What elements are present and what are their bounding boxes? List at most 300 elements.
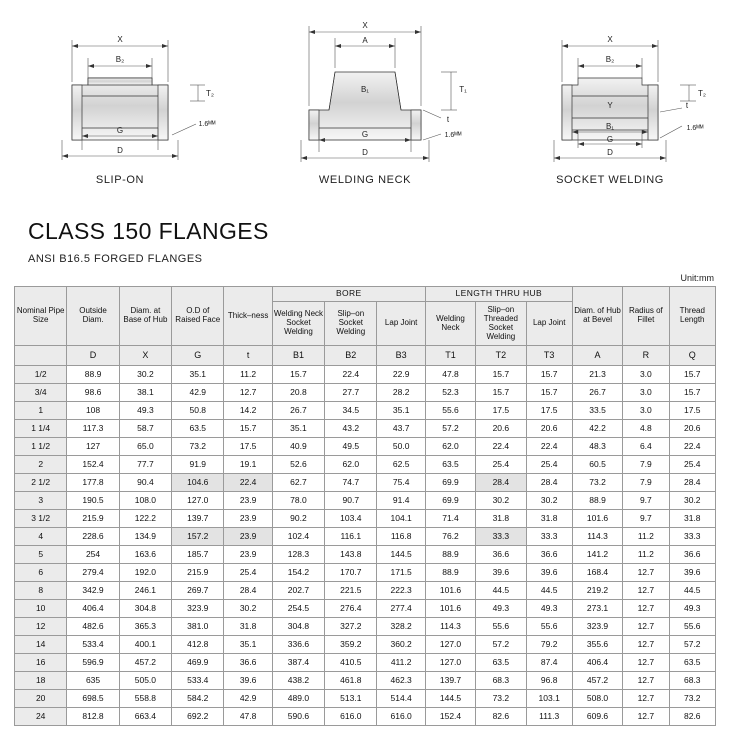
table-cell: 276.4 <box>325 600 377 618</box>
table-cell: 33.3 <box>476 528 526 546</box>
table-cell: 90.2 <box>272 510 324 528</box>
table-cell: 44.5 <box>526 582 572 600</box>
cell-nominal-pipe-size: 4 <box>15 528 67 546</box>
group-header-bore: BORE <box>272 287 425 302</box>
table-cell: 98.6 <box>67 384 119 402</box>
table-cell: 78.0 <box>272 492 324 510</box>
table-cell: 88.9 <box>67 366 119 384</box>
symbol-a: A <box>572 346 622 366</box>
dim-label-t1: T₁ <box>459 85 467 94</box>
table-cell: 277.4 <box>377 600 425 618</box>
table-cell: 9.7 <box>623 492 669 510</box>
table-cell: 15.7 <box>526 384 572 402</box>
table-cell: 122.2 <box>119 510 171 528</box>
table-cell: 88.9 <box>572 492 622 510</box>
group-header-length-thru-hub: LENGTH THRU HUB <box>425 287 572 302</box>
table-cell: 11.2 <box>623 528 669 546</box>
table-cell: 812.8 <box>67 708 119 726</box>
dim-label-d: D <box>607 148 613 157</box>
diagram-socket-welding <box>490 0 730 200</box>
table-cell: 12.7 <box>623 672 669 690</box>
table-cell: 28.4 <box>526 474 572 492</box>
table-row <box>15 600 716 618</box>
table-cell: 590.6 <box>272 708 324 726</box>
table-cell: 387.4 <box>272 654 324 672</box>
table-cell: 3.0 <box>623 384 669 402</box>
table-cell: 25.4 <box>224 564 272 582</box>
symbol-blank <box>15 346 67 366</box>
table-cell: 28.2 <box>377 384 425 402</box>
table-cell: 7.9 <box>623 474 669 492</box>
table-cell: 20.6 <box>476 420 526 438</box>
table-cell: 40.9 <box>272 438 324 456</box>
table-cell: 63.5 <box>669 654 715 672</box>
table-cell: 12.7 <box>623 636 669 654</box>
table-cell: 62.0 <box>325 456 377 474</box>
table-cell: 22.4 <box>224 474 272 492</box>
table-cell: 55.6 <box>425 402 475 420</box>
table-cell: 482.6 <box>67 618 119 636</box>
table-cell: 35.1 <box>172 366 224 384</box>
table-cell: 14.2 <box>224 402 272 420</box>
table-cell: 202.7 <box>272 582 324 600</box>
symbol-g: G <box>172 346 224 366</box>
table-cell: 15.7 <box>224 420 272 438</box>
table-cell: 15.7 <box>669 384 715 402</box>
table-cell: 30.2 <box>119 366 171 384</box>
table-cell: 412.8 <box>172 636 224 654</box>
dim-label-x: X <box>117 35 123 44</box>
symbol-t2: T2 <box>476 346 526 366</box>
table-cell: 152.4 <box>425 708 475 726</box>
table-row <box>15 510 716 528</box>
table-cell: 87.4 <box>526 654 572 672</box>
table-cell: 23.9 <box>224 492 272 510</box>
dim-label-a: A <box>362 36 368 45</box>
dim-label-b1: B₁ <box>360 85 370 94</box>
table-cell: 141.2 <box>572 546 622 564</box>
table-cell: 17.5 <box>526 402 572 420</box>
table-cell: 117.3 <box>67 420 119 438</box>
table-cell: 469.9 <box>172 654 224 672</box>
table-cell: 22.4 <box>476 438 526 456</box>
table-cell: 381.0 <box>172 618 224 636</box>
table-cell: 90.7 <box>325 492 377 510</box>
dim-label-d: D <box>117 146 123 155</box>
table-cell: 31.8 <box>669 510 715 528</box>
table-cell: 114.3 <box>425 618 475 636</box>
table-cell: 33.3 <box>669 528 715 546</box>
table-cell: 30.2 <box>224 600 272 618</box>
title-block <box>0 200 730 265</box>
table-cell: 359.2 <box>325 636 377 654</box>
symbol-x: X <box>119 346 171 366</box>
table-cell: 12.7 <box>224 384 272 402</box>
table-cell: 6.4 <box>623 438 669 456</box>
col-header-thickness: Thick–ness <box>224 287 272 346</box>
table-row <box>15 546 716 564</box>
table-cell: 39.6 <box>476 564 526 582</box>
table-cell: 222.3 <box>377 582 425 600</box>
dim-label-b2: B₂ <box>115 55 125 64</box>
table-cell: 43.2 <box>325 420 377 438</box>
cell-nominal-pipe-size: 1 1/4 <box>15 420 67 438</box>
table-cell: 457.2 <box>119 654 171 672</box>
table-cell: 365.3 <box>119 618 171 636</box>
table-cell: 514.4 <box>377 690 425 708</box>
table-row <box>15 708 716 726</box>
table-cell: 68.3 <box>476 672 526 690</box>
dim-label-t: t <box>685 101 689 110</box>
table-cell: 154.2 <box>272 564 324 582</box>
table-cell: 69.9 <box>425 492 475 510</box>
table-cell: 12.7 <box>623 708 669 726</box>
cell-nominal-pipe-size: 14 <box>15 636 67 654</box>
table-cell: 23.9 <box>224 510 272 528</box>
table-cell: 31.8 <box>476 510 526 528</box>
table-cell: 52.3 <box>425 384 475 402</box>
flange-table-wrap <box>0 286 730 726</box>
diagram-slip-on <box>0 0 240 200</box>
dim-label-y: Y <box>607 101 613 110</box>
cell-nominal-pipe-size: 3/4 <box>15 384 67 402</box>
cell-nominal-pipe-size: 16 <box>15 654 67 672</box>
table-cell: 461.8 <box>325 672 377 690</box>
table-cell: 12.7 <box>623 582 669 600</box>
table-cell: 127.0 <box>425 636 475 654</box>
table-cell: 127.0 <box>172 492 224 510</box>
table-cell: 25.4 <box>669 456 715 474</box>
cell-nominal-pipe-size: 18 <box>15 672 67 690</box>
table-row <box>15 402 716 420</box>
table-cell: 38.1 <box>119 384 171 402</box>
symbol-r: R <box>623 346 669 366</box>
table-row <box>15 654 716 672</box>
table-cell: 163.6 <box>119 546 171 564</box>
table-cell: 336.6 <box>272 636 324 654</box>
table-cell: 558.8 <box>119 690 171 708</box>
diagram-caption-slip-on: SLIP-ON <box>95 174 145 186</box>
table-cell: 35.1 <box>272 420 324 438</box>
table-cell: 457.2 <box>572 672 622 690</box>
table-cell: 144.5 <box>377 546 425 564</box>
table-cell: 192.0 <box>119 564 171 582</box>
table-cell: 406.4 <box>67 600 119 618</box>
table-cell: 73.2 <box>669 690 715 708</box>
table-cell: 698.5 <box>67 690 119 708</box>
table-row <box>15 366 716 384</box>
table-cell: 36.6 <box>224 654 272 672</box>
table-cell: 139.7 <box>172 510 224 528</box>
table-cell: 304.8 <box>119 600 171 618</box>
table-cell: 12.7 <box>623 618 669 636</box>
table-cell: 127.0 <box>425 654 475 672</box>
table-cell: 7.9 <box>623 456 669 474</box>
table-cell: 533.4 <box>67 636 119 654</box>
symbol-b3: B3 <box>377 346 425 366</box>
col-header-hub-lap-joint: Lap Joint <box>526 302 572 346</box>
table-cell: 34.5 <box>325 402 377 420</box>
table-cell: 513.1 <box>325 690 377 708</box>
symbol-q: Q <box>669 346 715 366</box>
col-header-radius-fillet: Radius of Fillet <box>623 287 669 346</box>
cell-nominal-pipe-size: 2 1/2 <box>15 474 67 492</box>
flange-dimension-table <box>14 286 716 726</box>
table-cell: 68.3 <box>669 672 715 690</box>
table-cell: 33.5 <box>572 402 622 420</box>
table-cell: 609.6 <box>572 708 622 726</box>
table-cell: 12.7 <box>623 690 669 708</box>
table-cell: 215.9 <box>67 510 119 528</box>
table-cell: 411.2 <box>377 654 425 672</box>
cell-nominal-pipe-size: 3 1/2 <box>15 510 67 528</box>
dim-label-g: G <box>606 135 614 144</box>
table-cell: 355.6 <box>572 636 622 654</box>
table-cell: 62.0 <box>425 438 475 456</box>
table-cell: 101.6 <box>425 582 475 600</box>
table-cell: 128.3 <box>272 546 324 564</box>
dim-label-b1: B₁ <box>605 122 615 131</box>
col-header-diam-base-hub: Diam. at Base of Hub <box>119 287 171 346</box>
symbol-t3: T3 <box>526 346 572 366</box>
table-cell: 48.3 <box>572 438 622 456</box>
table-symbol-row <box>15 346 716 366</box>
table-cell: 9.7 <box>623 510 669 528</box>
dim-label-g: G <box>116 126 124 135</box>
table-cell: 20.6 <box>669 420 715 438</box>
dim-label-d: D <box>362 148 368 157</box>
table-cell: 114.3 <box>572 528 622 546</box>
table-cell: 30.2 <box>669 492 715 510</box>
cell-nominal-pipe-size: 6 <box>15 564 67 582</box>
flange-diagrams <box>0 0 730 200</box>
dim-label-fillet: 1.6ᴹᴹ <box>686 125 704 132</box>
table-cell: 616.0 <box>325 708 377 726</box>
page-title: CLASS 150 FLANGES <box>28 218 269 244</box>
table-cell: 143.8 <box>325 546 377 564</box>
table-cell: 58.7 <box>119 420 171 438</box>
table-cell: 65.0 <box>119 438 171 456</box>
table-cell: 69.9 <box>425 474 475 492</box>
table-cell: 15.7 <box>476 384 526 402</box>
col-header-hub-slip-on-threaded-socket: Slip–on Threaded Socket Welding <box>476 302 526 346</box>
table-cell: 36.6 <box>669 546 715 564</box>
table-cell: 102.4 <box>272 528 324 546</box>
table-cell: 23.9 <box>224 528 272 546</box>
diagram-caption-welding-neck: WELDING NECK <box>318 174 412 186</box>
dim-label-x: X <box>607 35 613 44</box>
dim-label-t2: T₂ <box>206 89 214 98</box>
table-cell: 134.9 <box>119 528 171 546</box>
col-header-nominal-pipe-size: Nominal Pipe Size <box>15 287 67 346</box>
table-row <box>15 492 716 510</box>
table-cell: 22.4 <box>325 366 377 384</box>
table-cell: 127 <box>67 438 119 456</box>
table-cell: 171.5 <box>377 564 425 582</box>
table-cell: 22.4 <box>669 438 715 456</box>
col-header-bore-lap-joint: Lap Joint <box>377 302 425 346</box>
dim-label-t2: T₂ <box>698 89 706 98</box>
table-cell: 25.4 <box>476 456 526 474</box>
table-cell: 12.7 <box>623 654 669 672</box>
table-cell: 35.1 <box>377 402 425 420</box>
table-cell: 323.9 <box>172 600 224 618</box>
table-row <box>15 672 716 690</box>
page-subtitle: ANSI B16.5 FORGED FLANGES <box>28 253 203 265</box>
table-cell: 91.9 <box>172 456 224 474</box>
table-cell: 96.8 <box>526 672 572 690</box>
symbol-d: D <box>67 346 119 366</box>
table-body <box>15 366 716 726</box>
cell-nominal-pipe-size: 24 <box>15 708 67 726</box>
table-cell: 55.6 <box>476 618 526 636</box>
table-cell: 12.7 <box>623 564 669 582</box>
table-row <box>15 384 716 402</box>
table-cell: 30.2 <box>476 492 526 510</box>
table-cell: 90.4 <box>119 474 171 492</box>
cell-nominal-pipe-size: 3 <box>15 492 67 510</box>
table-cell: 246.1 <box>119 582 171 600</box>
col-header-bore-welding-neck-socket: Welding Neck Socket Welding <box>272 302 324 346</box>
table-cell: 177.8 <box>67 474 119 492</box>
table-cell: 462.3 <box>377 672 425 690</box>
table-cell: 60.5 <box>572 456 622 474</box>
table-cell: 73.2 <box>572 474 622 492</box>
table-cell: 144.5 <box>425 690 475 708</box>
table-cell: 44.5 <box>669 582 715 600</box>
table-cell: 88.9 <box>425 564 475 582</box>
table-cell: 342.9 <box>67 582 119 600</box>
table-cell: 25.4 <box>526 456 572 474</box>
cell-nominal-pipe-size: 1 1/2 <box>15 438 67 456</box>
table-cell: 88.9 <box>425 546 475 564</box>
cell-nominal-pipe-size: 12 <box>15 618 67 636</box>
table-cell: 596.9 <box>67 654 119 672</box>
table-cell: 152.4 <box>67 456 119 474</box>
table-cell: 73.2 <box>476 690 526 708</box>
table-cell: 39.6 <box>526 564 572 582</box>
dim-label-t: t <box>446 115 450 124</box>
col-header-thread-length: Thread Length <box>669 287 715 346</box>
table-cell: 28.4 <box>669 474 715 492</box>
table-cell: 55.6 <box>526 618 572 636</box>
table-cell: 400.1 <box>119 636 171 654</box>
cell-nominal-pipe-size: 8 <box>15 582 67 600</box>
table-cell: 170.7 <box>325 564 377 582</box>
table-cell: 63.5 <box>476 654 526 672</box>
table-cell: 36.6 <box>526 546 572 564</box>
table-cell: 63.5 <box>172 420 224 438</box>
table-cell: 22.9 <box>377 366 425 384</box>
col-header-bore-slip-on-socket: Slip–on Socket Welding <box>325 302 377 346</box>
table-cell: 74.7 <box>325 474 377 492</box>
table-cell: 533.4 <box>172 672 224 690</box>
table-cell: 26.7 <box>272 402 324 420</box>
table-cell: 11.2 <box>224 366 272 384</box>
table-cell: 50.8 <box>172 402 224 420</box>
table-cell: 35.1 <box>224 636 272 654</box>
table-head <box>15 287 716 366</box>
table-cell: 635 <box>67 672 119 690</box>
table-cell: 57.2 <box>425 420 475 438</box>
table-cell: 323.9 <box>572 618 622 636</box>
table-cell: 103.1 <box>526 690 572 708</box>
table-cell: 20.8 <box>272 384 324 402</box>
table-cell: 139.7 <box>425 672 475 690</box>
col-header-od-raised-face: O.D of Raised Face <box>172 287 224 346</box>
diagram-caption-socket-welding: SOCKET WELDING <box>556 174 664 186</box>
table-cell: 73.2 <box>172 438 224 456</box>
table-cell: 168.4 <box>572 564 622 582</box>
table-cell: 157.2 <box>172 528 224 546</box>
symbol-t1: T1 <box>425 346 475 366</box>
table-cell: 103.4 <box>325 510 377 528</box>
table-cell: 663.4 <box>119 708 171 726</box>
table-cell: 328.2 <box>377 618 425 636</box>
table-row <box>15 438 716 456</box>
table-cell: 116.8 <box>377 528 425 546</box>
dim-label-b2: B₂ <box>605 55 615 64</box>
table-cell: 19.1 <box>224 456 272 474</box>
table-cell: 11.2 <box>623 546 669 564</box>
cell-nominal-pipe-size: 20 <box>15 690 67 708</box>
table-cell: 49.3 <box>119 402 171 420</box>
table-cell: 15.7 <box>669 366 715 384</box>
table-row <box>15 420 716 438</box>
table-cell: 23.9 <box>224 546 272 564</box>
table-cell: 30.2 <box>526 492 572 510</box>
table-cell: 273.1 <box>572 600 622 618</box>
table-cell: 15.7 <box>272 366 324 384</box>
table-cell: 304.8 <box>272 618 324 636</box>
table-cell: 228.6 <box>67 528 119 546</box>
table-cell: 27.7 <box>325 384 377 402</box>
table-cell: 71.4 <box>425 510 475 528</box>
table-cell: 52.6 <box>272 456 324 474</box>
table-cell: 33.3 <box>526 528 572 546</box>
table-cell: 82.6 <box>476 708 526 726</box>
table-cell: 31.8 <box>526 510 572 528</box>
table-cell: 3.0 <box>623 366 669 384</box>
col-header-diam-hub-bevel: Diam. of Hub at Bevel <box>572 287 622 346</box>
table-cell: 108 <box>67 402 119 420</box>
table-cell: 15.7 <box>526 366 572 384</box>
table-cell: 17.5 <box>224 438 272 456</box>
table-cell: 49.5 <box>325 438 377 456</box>
table-cell: 42.2 <box>572 420 622 438</box>
table-cell: 489.0 <box>272 690 324 708</box>
table-row <box>15 582 716 600</box>
table-cell: 42.9 <box>172 384 224 402</box>
cell-nominal-pipe-size: 1/2 <box>15 366 67 384</box>
table-cell: 75.4 <box>377 474 425 492</box>
table-cell: 508.0 <box>572 690 622 708</box>
table-row <box>15 564 716 582</box>
table-cell: 63.5 <box>425 456 475 474</box>
table-cell: 584.2 <box>172 690 224 708</box>
dim-label-fillet: 1.6ᴹᴹ <box>198 121 216 128</box>
table-cell: 55.6 <box>669 618 715 636</box>
table-cell: 49.3 <box>526 600 572 618</box>
table-cell: 410.5 <box>325 654 377 672</box>
table-cell: 76.2 <box>425 528 475 546</box>
table-cell: 44.5 <box>476 582 526 600</box>
col-header-hub-welding-neck: Welding Neck <box>425 302 475 346</box>
table-cell: 26.7 <box>572 384 622 402</box>
unit-note: Unit:mm <box>680 273 714 283</box>
table-cell: 12.7 <box>623 600 669 618</box>
table-cell: 91.4 <box>377 492 425 510</box>
